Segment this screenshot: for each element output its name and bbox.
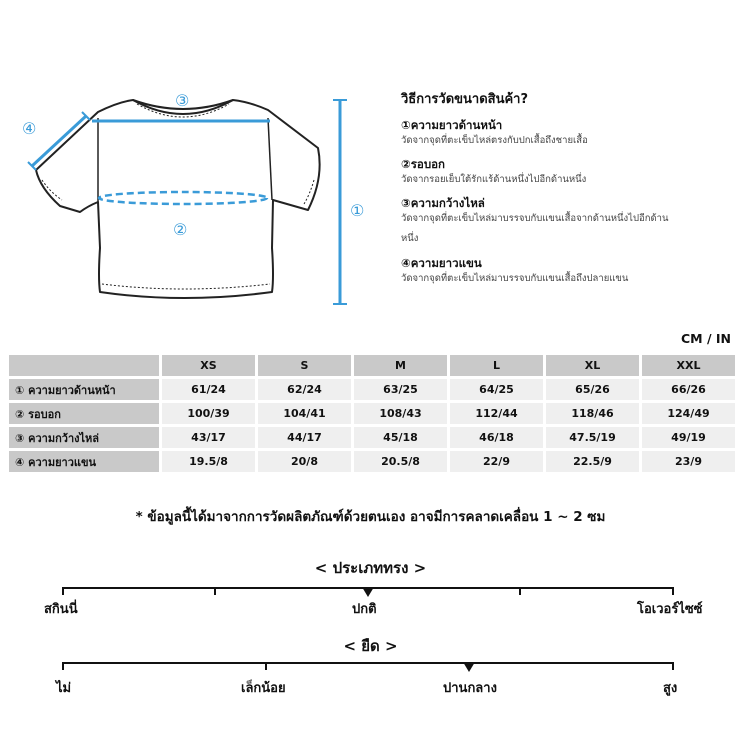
diagram-label-2: ② — [173, 220, 188, 239]
table-row — [9, 451, 735, 472]
table-cell: 65/26 — [546, 379, 639, 400]
guide-item-title-2: ②รอบอก — [401, 157, 445, 171]
fit-tick — [214, 587, 216, 595]
row-label: ② รอบอก — [9, 403, 159, 424]
table-cell: 43/17 — [162, 427, 255, 448]
table-cell: 23/9 — [642, 451, 735, 472]
size-header: XS — [162, 355, 255, 376]
table-cell: 124/49 — [642, 403, 735, 424]
fit-tick — [672, 587, 674, 595]
shirt-outline — [36, 100, 320, 298]
stretch-label-slight: เล็กน้อย — [241, 681, 286, 696]
size-header: M — [354, 355, 447, 376]
stretch-tick — [62, 662, 64, 670]
guide-item-title-3: ③ความกว้างไหล่ — [401, 196, 485, 210]
stretch-selected-marker — [463, 662, 475, 672]
guide-item-title-1: ①ความยาวด้านหน้า — [401, 118, 503, 132]
table-cell: 64/25 — [450, 379, 543, 400]
fit-scale-title: < ประเภททรง > — [314, 559, 427, 577]
table-corner — [9, 355, 159, 376]
fit-label-oversize: โอเวอร์ไซซ์ — [637, 602, 703, 617]
shirt-diagram — [18, 88, 358, 310]
fit-label-skinny: สกินนี่ — [44, 602, 78, 617]
table-cell: 22/9 — [450, 451, 543, 472]
guide-title: วิธีการวัดขนาดสินค้า? — [401, 92, 529, 107]
table-cell: 118/46 — [546, 403, 639, 424]
size-table — [6, 352, 738, 475]
fit-tick — [62, 587, 64, 595]
stretch-label-medium: ปานกลาง — [443, 681, 497, 696]
guide-item-desc-4: วัดจากจุดที่ตะเข็บไหล่มาบรรจบกับแขนเสื้อถึงปลายแขน — [401, 273, 629, 284]
table-row — [9, 403, 735, 424]
stretch-scale-line — [62, 662, 674, 664]
table-cell: 104/41 — [258, 403, 351, 424]
diagram-label-3: ③ — [175, 91, 190, 110]
table-row — [9, 427, 735, 448]
stretch-tick — [672, 662, 674, 670]
table-cell: 49/19 — [642, 427, 735, 448]
guide-item-title-4: ④ความยาวแขน — [401, 256, 482, 270]
stretch-label-none: ไม่ — [56, 681, 72, 696]
size-header: L — [450, 355, 543, 376]
stretch-label-high: สูง — [663, 681, 678, 696]
table-row — [9, 379, 735, 400]
stretch-tick — [265, 662, 267, 670]
row-label: ① ความยาวด้านหน้า — [9, 379, 159, 400]
table-cell: 19.5/8 — [162, 451, 255, 472]
table-cell: 63/25 — [354, 379, 447, 400]
table-cell: 100/39 — [162, 403, 255, 424]
fit-selected-marker — [362, 587, 374, 597]
diagram-label-1: ① — [350, 201, 365, 220]
table-cell: 45/18 — [354, 427, 447, 448]
table-cell: 108/43 — [354, 403, 447, 424]
fit-label-regular: ปกติ — [352, 602, 377, 617]
diagram-label-4: ④ — [22, 119, 37, 138]
table-cell: 66/26 — [642, 379, 735, 400]
table-cell: 62/24 — [258, 379, 351, 400]
guide-item-desc-3b: หนึ่ง — [401, 233, 419, 244]
row-label: ③ ความกว้างไหล่ — [9, 427, 159, 448]
fit-tick — [519, 587, 521, 595]
measurement-note: * ข้อมูลนี้ได้มาจากการวัดผลิตภัณฑ์ด้วยตนเอง อาจมีการคลาดเคลื่อน 1 ~ 2 ซม — [135, 509, 606, 525]
size-header: S — [258, 355, 351, 376]
size-header: XXL — [642, 355, 735, 376]
stretch-scale-title: < ยืด > — [343, 637, 398, 655]
guide-item-desc-1: วัดจากจุดที่ตะเข็บไหล่ตรงกับปกเสื้อถึงชายเสื้อ — [401, 135, 588, 146]
table-header-row — [9, 355, 735, 376]
table-cell: 20/8 — [258, 451, 351, 472]
table-cell: 112/44 — [450, 403, 543, 424]
guide-item-desc-2: วัดจากรอยเย็บใต้รักแร้ด้านหนึ่งไปอีกด้านหนึ่ง — [401, 174, 587, 185]
table-cell: 22.5/9 — [546, 451, 639, 472]
table-cell: 46/18 — [450, 427, 543, 448]
size-header: XL — [546, 355, 639, 376]
row-label: ④ ความยาวแขน — [9, 451, 159, 472]
guide-item-desc-3: วัดจากจุดที่ตะเข็บไหล่มาบรรจบกับแขนเสื้อจากด้านหนึ่งไปอีกด้าน — [401, 213, 669, 224]
table-cell: 61/24 — [162, 379, 255, 400]
table-cell: 47.5/19 — [546, 427, 639, 448]
table-cell: 20.5/8 — [354, 451, 447, 472]
unit-label: CM / IN — [681, 331, 731, 346]
table-cell: 44/17 — [258, 427, 351, 448]
